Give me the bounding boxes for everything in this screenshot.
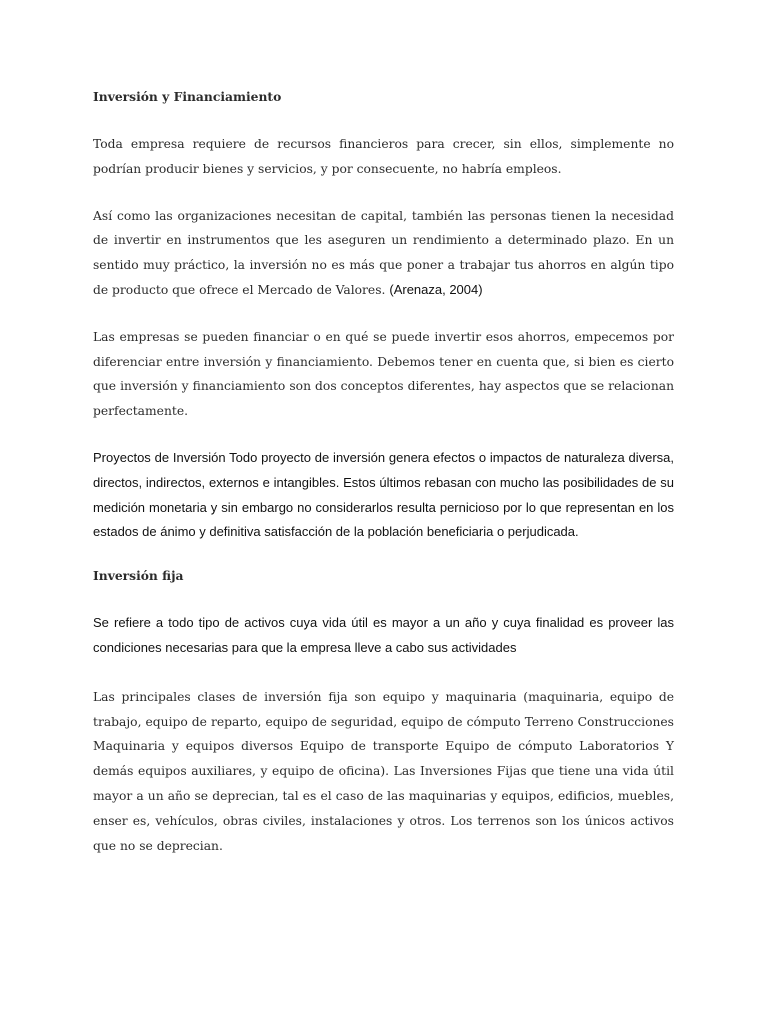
paragraph-6: Las principales clases de inversión fija son equipo y maquinaria (maquinaria, equipo de trabajo, equipo de reparto, equipo de seguridad, equipo de cómputo Terreno Construcciones Maquinaria y equipos diversos Equipo de transporte Equipo de cómputo Laboratorios Y demás equipos auxiliares, y equipo de oficina). Las Inversiones Fijas que tiene una vida útil mayor a un año se deprecian, tal es el caso de las maquinarias y equipos, edificios, muebles, enser es, vehículos, obras civiles, instalaciones y otros. Los terrenos son los únicos activos que no se deprecian. xyxy=(93,689,674,853)
paragraph-1: Toda empresa requiere de recursos financieros para crecer, sin ellos, simplemente no podrían producir bienes y servicios, y por consecuente, no habría empleos. xyxy=(93,137,674,176)
paragraph-2-text: Así como las organizaciones necesitan de capital, también las personas tienen la necesidad de invertir en instrumentos que les aseguren un rendimiento a determinado plazo. En un sentido muy práctico, la inversión no es más que poner a trabajar tus ahorros en algún tipo de producto que ofrece el Mercado de Valores. xyxy=(93,208,674,297)
paragraph-5: Se refiere a todo tipo de activos cuya vida útil es mayor a un año y cuya finalidad es proveer las condiciones necesarias para que la empresa lleve a cabo sus actividades xyxy=(93,615,674,655)
heading-inversion-financiamiento: Inversión y Financiamiento xyxy=(93,89,282,104)
paragraph-4: Proyectos de Inversión Todo proyecto de inversión genera efectos o impactos de naturaleza diversa, directos, indirectos, externos e intangibles. Estos últimos rebasan con mucho las posibilidades de su medición monetaria y sin embargo no considerarlos resulta pernicioso por lo que representan en los estados de ánimo y definitiva satisfacción de la población beneficiaria o perjudicada. xyxy=(93,449,674,540)
paragraph-3: Las empresas se pueden financiar o en qué se puede invertir esos ahorros, empecemos por diferenciar entre inversión y financiamiento. Debemos tener en cuenta que, si bien es cierto que inversión y financiamiento son dos conceptos diferentes, hay aspectos que se relacionan perfectamente. xyxy=(93,329,674,419)
heading-inversion-fija: Inversión fija xyxy=(93,568,184,584)
citation: (Arenaza, 2004) xyxy=(389,281,483,297)
document-page xyxy=(93,88,674,880)
paragraph-2 xyxy=(93,204,674,303)
